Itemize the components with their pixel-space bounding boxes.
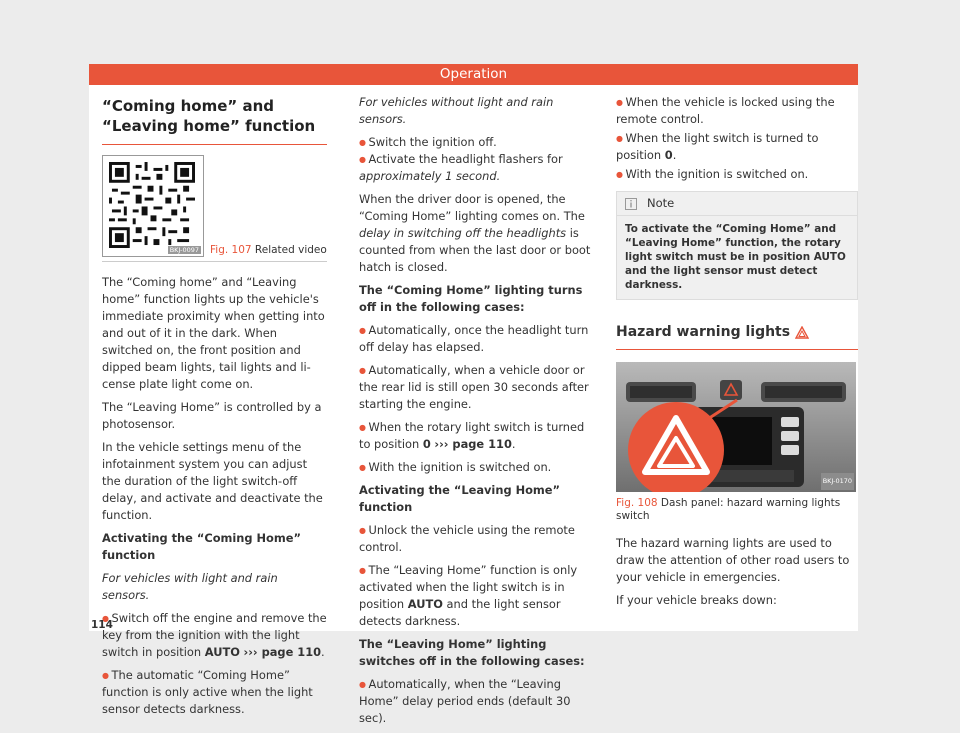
- list-item: ● With the ignition is switched on.: [359, 459, 599, 476]
- list-item: ● When the rotary light switch is turned to position 0 ››› page 110.: [359, 419, 599, 453]
- note-header: [617, 192, 857, 216]
- note-title: Note: [647, 196, 675, 210]
- column-3: [616, 94, 858, 615]
- symbol-zero: 0: [422, 437, 431, 451]
- list-item: ● When the light switch is turned to position 0.: [616, 130, 858, 164]
- symbol-auto: AUTO: [204, 645, 240, 659]
- paragraph: In the vehicle settings menu of the infotainment system you can adjust the duration of the light switch-off delay, and activate and deactivate the function.: [102, 440, 323, 522]
- figure-code: BKJ-0170: [821, 473, 854, 490]
- note-body: To activate the “Coming Home” and “Leaving Home” function, the rotary light switch must be in position AUTO and the light sensor must detect darkness.: [625, 223, 846, 291]
- qr-code[interactable]: [102, 155, 204, 257]
- symbol-zero: 0: [664, 148, 673, 162]
- list-item: ● Automatically, when a vehicle door or the rear lid is still open 30 seconds after starting the engine.: [359, 362, 599, 413]
- column-1: [102, 94, 327, 724]
- dashboard-photo: [616, 362, 856, 492]
- figure-caption-text: Dash panel: hazard warning lights switch: [616, 497, 841, 522]
- figure-code: BKJ-0097: [169, 246, 199, 254]
- subheading: Activating the “Leaving Home” function: [359, 483, 561, 514]
- list-item: ● The automatic “Coming Home” function is only active when the light sensor detects darkness.: [102, 667, 327, 718]
- list-item: ● Unlock the vehicle using the remote control.: [359, 522, 599, 556]
- info-icon: [625, 198, 637, 210]
- list-item: ● Switch off the engine and remove the key from the ignition with the light switch in position AUTO ››› page 110.: [102, 610, 327, 661]
- section-heading-hazard: Hazard warning lights: [616, 320, 858, 350]
- condition-text: For vehicles without light and rain sensors.: [359, 95, 554, 126]
- list-item: ● The “Leaving Home” function is only activated when the light switch is in position AUTO and the light sensor detects darkness.: [359, 562, 599, 630]
- symbol-auto: AUTO: [407, 597, 443, 611]
- manual-page: [89, 64, 858, 725]
- page-number: 114: [91, 619, 113, 631]
- figure-label: Fig. 108: [616, 497, 658, 509]
- warning-triangle-icon: [795, 326, 809, 339]
- paragraph: The hazard warning lights are used to draw the attention of other road users to your vehicle in emergencies.: [616, 536, 850, 584]
- paragraph: The “Coming home” and “Leaving home” function lights up the vehicle's immediate proximity when getting into and out of it in the dark. When switched on, the front position and dipped beam lights, tail lights and license plate light come on.: [102, 275, 325, 391]
- figure-caption: [210, 244, 327, 257]
- paragraph: When the driver door is opened, the “Coming Home” lighting comes on. The delay in switching off the headlights is counted from when the last door or boot hatch is closed.: [359, 192, 591, 274]
- qr-code-icon: [109, 162, 195, 248]
- figure-label: Fig. 107: [210, 244, 252, 256]
- list-item: ● When the vehicle is locked using the remote control.: [616, 94, 858, 128]
- list-item: ● Automatically, when the “Leaving Home” delay period ends (default 30 sec).: [359, 676, 599, 727]
- paragraph: If your vehicle breaks down:: [616, 593, 777, 607]
- paragraph: The “Leaving Home” is controlled by a photosensor.: [102, 400, 322, 431]
- list-item: ● Automatically, once the headlight turn off delay has elapsed.: [359, 322, 599, 356]
- symbol-auto: AUTO: [813, 251, 846, 263]
- subheading: Activating the “Coming Home” function: [102, 531, 301, 562]
- subheading: The “Leaving Home” lighting switches off in the following cases:: [359, 637, 585, 668]
- section-header: Operation: [89, 64, 858, 85]
- figure-caption-text: Related video: [254, 244, 327, 256]
- list-item: ● With the ignition is switched on.: [616, 166, 858, 183]
- list-item: ● Switch the ignition off.: [359, 134, 599, 151]
- condition-text: For vehicles with light and rain sensors.: [102, 571, 278, 602]
- figure-caption: [616, 497, 858, 523]
- section-heading-coming-home: “Coming home” and “Leaving home” function: [102, 94, 327, 145]
- subheading: The “Coming Home” lighting turns off in the following cases:: [359, 283, 583, 314]
- list-item: ● Activate the headlight flashers for approximately 1 second.: [359, 151, 599, 185]
- note-box: [616, 191, 858, 300]
- page-link[interactable]: ››› page 110: [243, 645, 322, 659]
- figure-107: [102, 155, 327, 262]
- column-2: [359, 94, 599, 733]
- page-link[interactable]: ››› page 110: [434, 437, 512, 451]
